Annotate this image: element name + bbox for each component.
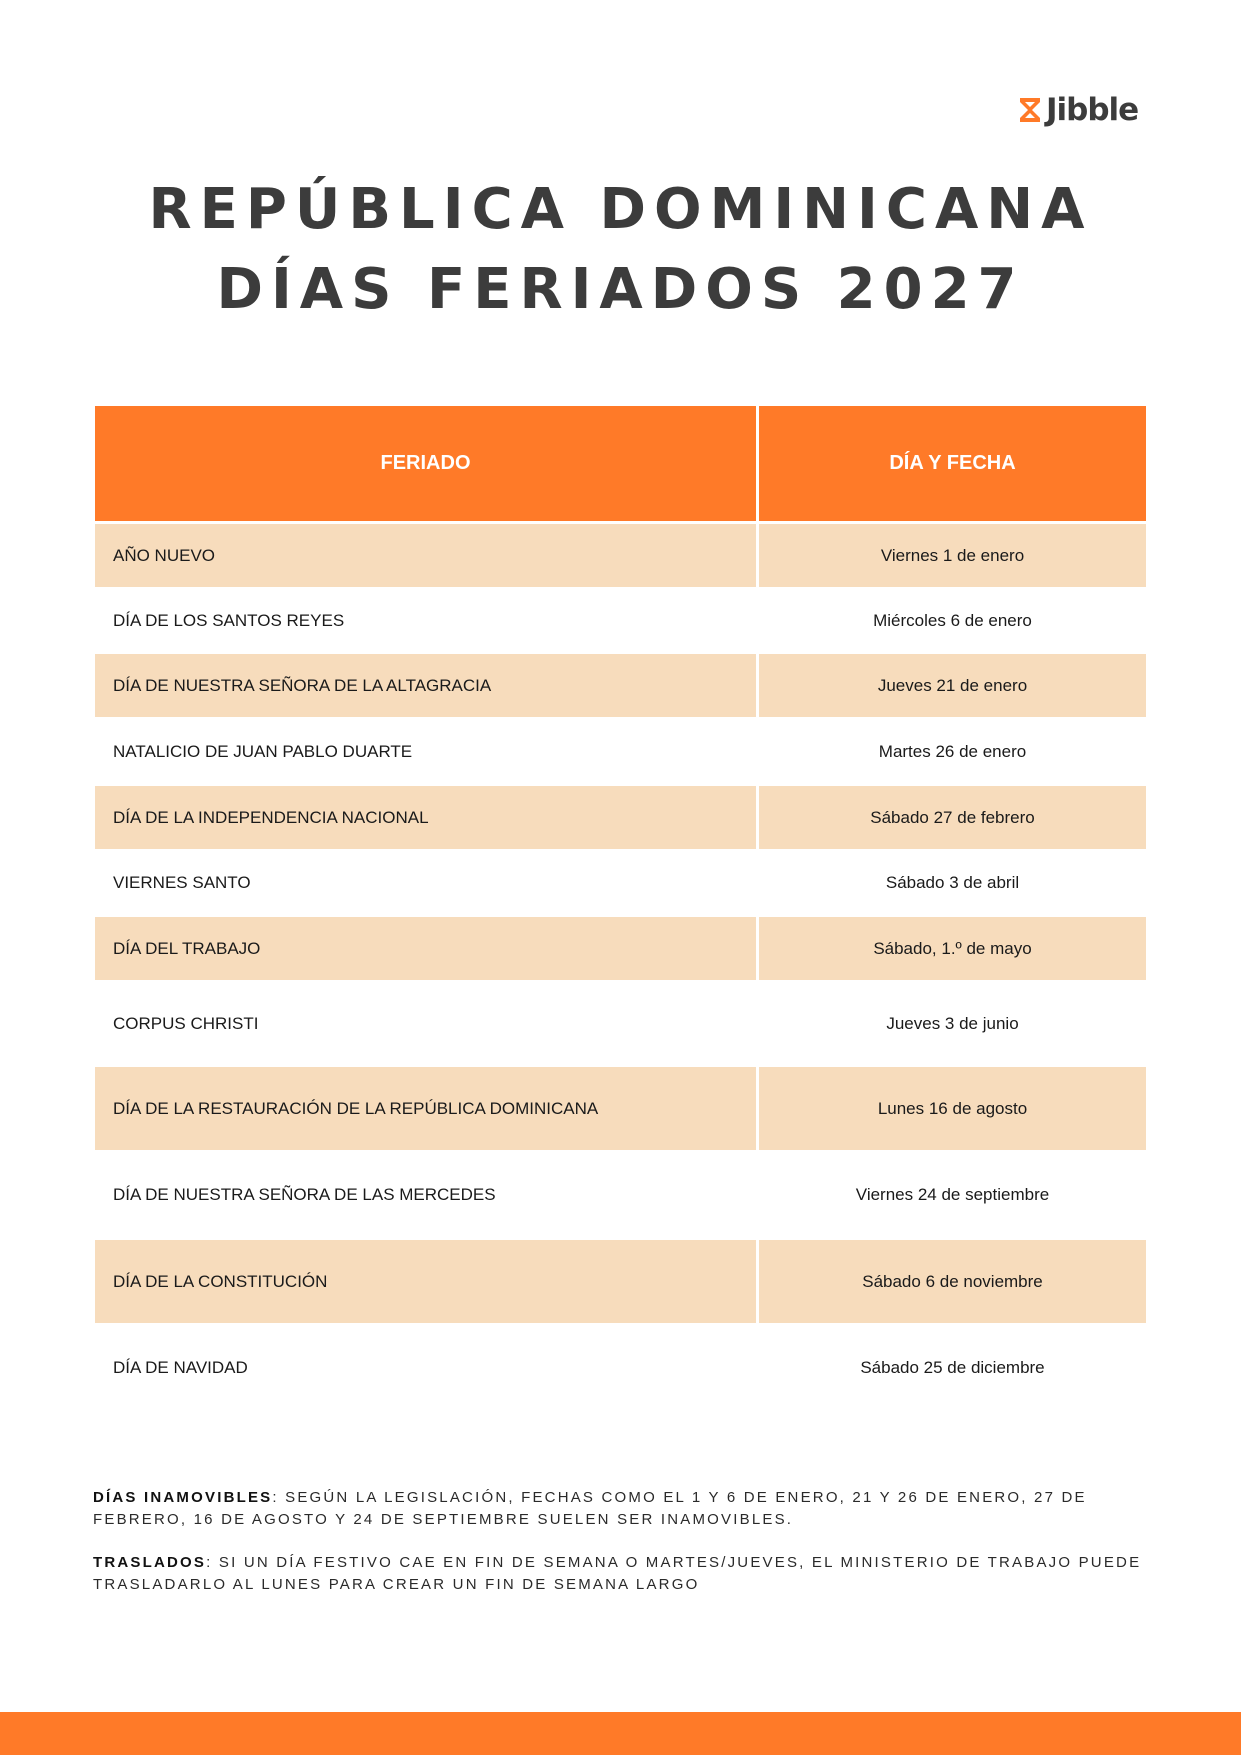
table-row [95, 786, 1146, 849]
table-row [95, 1240, 1146, 1323]
table-row [95, 717, 1146, 786]
table-row [95, 849, 1146, 917]
holiday-name: NATALICIO DE JUAN PABLO DUARTE [113, 741, 413, 761]
note-inamovibles-label: DÍAS INAMOVIBLES [93, 1489, 273, 1506]
table-row [95, 654, 1146, 717]
title-line-2: DÍAS FERIADOS 2027 [216, 257, 1025, 322]
header-holiday: FERIADO [95, 406, 756, 521]
holiday-date: Miércoles 6 de enero [873, 610, 1032, 630]
holiday-date: Viernes 1 de enero [759, 524, 1146, 587]
holiday-date: Sábado 3 de abril [885, 873, 1020, 892]
hourglass-icon [1018, 96, 1042, 124]
holiday-name: DÍA DE NUESTRA SEÑORA DE LA ALTAGRACIA [95, 654, 756, 717]
holiday-date: Sábado, 1.º de mayo [759, 917, 1146, 980]
holiday-name: DÍA DE NUESTRA SEÑORA DE LAS MERCEDES [113, 1185, 496, 1204]
note-inamovibles [93, 1487, 1153, 1531]
title-line-1: REPÚBLICA DOMINICANA [148, 177, 1093, 242]
table-row [95, 587, 1146, 654]
holiday-date: Lunes 16 de agosto [759, 1067, 1146, 1150]
holiday-date: Viernes 24 de septiembre [855, 1185, 1050, 1204]
table-row [95, 1067, 1146, 1150]
holiday-date: Sábado 27 de febrero [759, 786, 1146, 849]
holiday-name: DÍA DE LA CONSTITUCIÓN [95, 1240, 756, 1323]
note-inamovibles-text: : SEGÚN LA LEGISLACIÓN, FECHAS COMO EL 1 Y 6 DE ENERO, 21 Y 26 DE ENERO, 27 DE FEBRERO, 16 DE AGOSTO Y 24 DE SEPTIEMBRE SUELEN SER INAMOVIBLES. [93, 1489, 1087, 1528]
table-row [95, 980, 1146, 1067]
holiday-name: DÍA DE NAVIDAD [113, 1358, 248, 1377]
holiday-date: Sábado 25 de diciembre [860, 1358, 1045, 1377]
holiday-name: CORPUS CHRISTI [113, 1013, 259, 1033]
table-row [95, 1323, 1146, 1413]
holiday-name: AÑO NUEVO [95, 524, 756, 587]
holiday-name: VIERNES SANTO [113, 873, 251, 892]
table-row [95, 917, 1146, 980]
footer-bar [0, 1712, 1241, 1755]
page-title [0, 177, 1241, 342]
table-row [95, 1150, 1146, 1240]
holiday-date: Martes 26 de enero [878, 741, 1027, 761]
table-row [95, 524, 1146, 587]
holiday-date: Sábado 6 de noviembre [759, 1240, 1146, 1323]
holiday-name: DÍA DEL TRABAJO [95, 917, 756, 980]
note-traslados [93, 1552, 1153, 1596]
header-date: DÍA Y FECHA [759, 406, 1146, 521]
brand-logo [1018, 92, 1138, 128]
holidays-table [95, 406, 1146, 1413]
holiday-name: DÍA DE LA INDEPENDENCIA NACIONAL [95, 786, 756, 849]
table-header-row [95, 406, 1146, 521]
holiday-name: DÍA DE LOS SANTOS REYES [113, 610, 345, 630]
holiday-name: DÍA DE LA RESTAURACIÓN DE LA REPÚBLICA DOMINICANA [95, 1067, 756, 1150]
holiday-date: Jueves 21 de enero [759, 654, 1146, 717]
note-traslados-text: : SI UN DÍA FESTIVO CAE EN FIN DE SEMANA O MARTES/JUEVES, EL MINISTERIO DE TRABAJO PUEDE TRASLADARLO AL LUNES PARA CREAR UN FIN DE SEMANA LARGO [93, 1554, 1142, 1593]
holiday-date: Jueves 3 de junio [886, 1013, 1019, 1033]
note-traslados-label: TRASLADOS [93, 1554, 207, 1571]
brand-name: Jibble [1046, 92, 1139, 128]
